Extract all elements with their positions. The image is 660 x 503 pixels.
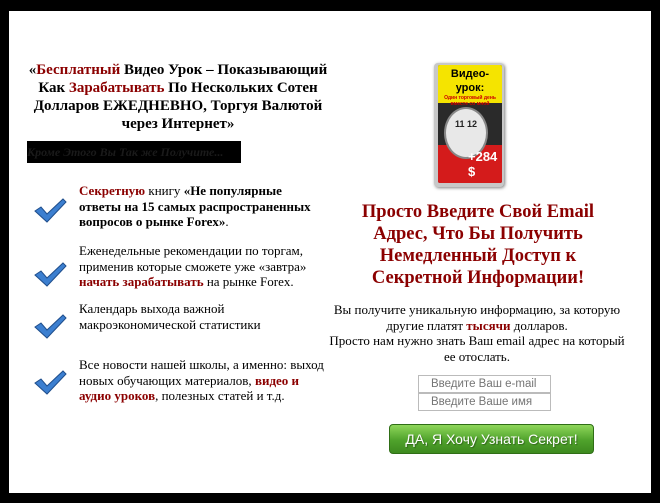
box-title-band xyxy=(438,65,502,107)
submit-button[interactable]: ДА, Я Хочу Узнать Секрет! xyxy=(389,424,594,454)
bonus-banner: Кроме Этого Вы Так же Получите... xyxy=(27,141,241,163)
info-highlight: тысячи xyxy=(466,317,511,333)
box-cover xyxy=(438,65,502,183)
cta-heading: Просто Введите Свой Email Адрес, Что Бы Получить Немедленный Доступ к Секретной Информации! xyxy=(361,202,595,288)
email-input[interactable] xyxy=(418,375,551,393)
info-text: Вы получите уникальную информацию, за которую другие платят тысячи долларов. Просто нам нужно знать Ваш email адрес на который ее отослать. xyxy=(329,302,625,364)
name-input[interactable] xyxy=(418,393,551,411)
checkmark-icon xyxy=(33,261,67,287)
box-subtitle: Один торговый день вместе со мной xyxy=(444,95,496,107)
checkmark-icon xyxy=(33,197,67,223)
benefit-text: Календарь выхода важной макроэкономической статистики xyxy=(79,301,261,332)
clock-numbers: 11 12 xyxy=(454,119,478,129)
landing-page xyxy=(9,11,651,493)
benefit-text: Все новости нашей школы, а именно: выход новых обучающих материалов, видео и аудио уроков, полезных статей и т.д. xyxy=(79,357,324,403)
headline: «Бесплатный Видео Урок – Показывающий Как Зарабатывать По Нескольких Сотен Долларов ЕЖЕДНЕВНО, Торгуя Валютой через Интернет» xyxy=(28,62,328,132)
checkmark-icon xyxy=(33,369,67,395)
benefit-text: Еженедельные рекомендации по торгам, применив которые сможете уже «завтра» начать зарабатывать на рынке Forex. xyxy=(79,243,307,289)
benefit-text: Секретную книгу «Не популярные ответы на 15 самых распространенных вопросов о рынке Forex». xyxy=(79,183,311,229)
video-lesson-box-image xyxy=(434,63,504,187)
checkmark-icon xyxy=(33,313,67,339)
box-title: Видео-урок: xyxy=(450,68,490,94)
headline-earn: Зарабатывать xyxy=(68,80,165,96)
box-profit-number: +284 $ xyxy=(468,149,498,179)
headline-free: Бесплатный xyxy=(36,62,121,78)
